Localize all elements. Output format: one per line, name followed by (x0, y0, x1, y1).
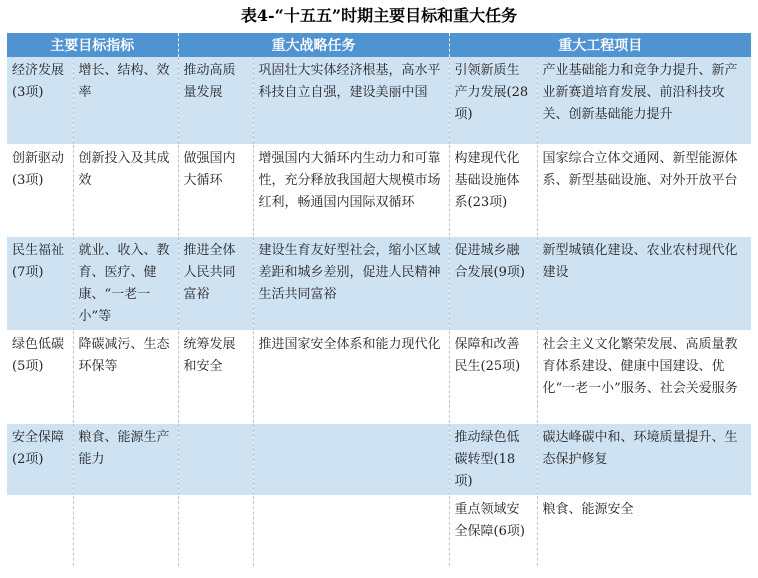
table-row (7, 57, 751, 144)
strategy-detail-cell (253, 423, 449, 495)
project-detail-cell: 粮食、能源安全 (537, 495, 751, 566)
table-row (7, 144, 751, 236)
project-cell: 促进城乡融合发展(9项) (449, 236, 537, 330)
strategy-detail-cell: 建设生育友好型社会，缩小区域差距和城乡差别，促进人民精神生活共同富裕 (253, 236, 449, 330)
goal-cell (7, 495, 73, 566)
project-detail-cell: 社会主义文化繁荣发展、高质量教育体系建设、健康中国建设、优化“一老一小”服务、社会关爱服务 (537, 330, 751, 423)
goal-detail-cell: 降碳减污、生态环保等 (73, 330, 178, 423)
header-row (7, 33, 751, 57)
goal-detail-cell: 就业、收入、教育、医疗、健康、“一老一小”等 (73, 236, 178, 330)
project-cell: 保障和改善民生(25项) (449, 330, 537, 423)
project-cell: 推动绿色低碳转型(18项) (449, 423, 537, 495)
strategy-detail-cell: 推进国家安全体系和能力现代化 (253, 330, 449, 423)
strategy-detail-cell (253, 495, 449, 566)
strategy-cell: 统筹发展和安全 (178, 330, 253, 423)
header-goals: 主要目标指标 (7, 33, 178, 57)
table-row (7, 236, 751, 330)
goal-cell: 安全保障(2项) (7, 423, 73, 495)
strategy-cell: 做强国内大循环 (178, 144, 253, 236)
table-row (7, 495, 751, 566)
strategy-detail-cell: 巩固壮大实体经济根基，高水平科技自立自强，建设美丽中国 (253, 57, 449, 144)
strategy-cell: 推动高质量发展 (178, 57, 253, 144)
project-detail-cell: 产业基础能力和竞争力提升、新产业新赛道培育发展、前沿科技攻关、创新基础能力提升 (537, 57, 751, 144)
goal-detail-cell: 粮食、能源生产能力 (73, 423, 178, 495)
strategy-cell (178, 423, 253, 495)
strategy-cell: 推进全体人民共同富裕 (178, 236, 253, 330)
goal-cell: 创新驱动(3项) (7, 144, 73, 236)
goal-cell: 绿色低碳(5项) (7, 330, 73, 423)
goals-tasks-table (7, 33, 751, 567)
header-strategy: 重大战略任务 (178, 33, 449, 57)
goal-detail-cell: 创新投入及其成效 (73, 144, 178, 236)
project-cell: 构建现代化基础设施体系(23项) (449, 144, 537, 236)
project-detail-cell: 新型城镇化建设、农业农村现代化建设 (537, 236, 751, 330)
table-title: 表4-“十五五”时期主要目标和重大任务 (240, 6, 518, 25)
goal-detail-cell (73, 495, 178, 566)
goal-detail-cell: 增长、结构、效率 (73, 57, 178, 144)
project-cell: 引领新质生产力发展(28项) (449, 57, 537, 144)
table-row (7, 423, 751, 495)
project-detail-cell: 国家综合立体交通网、新型能源体系、新型基础设施、对外开放平台 (537, 144, 751, 236)
goal-cell: 民生福祉(7项) (7, 236, 73, 330)
project-cell: 重点领域安全保障(6项) (449, 495, 537, 566)
header-projects: 重大工程项目 (449, 33, 751, 57)
project-detail-cell: 碳达峰碳中和、环境质量提升、生态保护修复 (537, 423, 751, 495)
strategy-cell (178, 495, 253, 566)
goal-cell: 经济发展(3项) (7, 57, 73, 144)
strategy-detail-cell: 增强国内大循环内生动力和可靠性，充分释放我国超大规模市场红利，畅通国内国际双循环 (253, 144, 449, 236)
table-row (7, 330, 751, 423)
